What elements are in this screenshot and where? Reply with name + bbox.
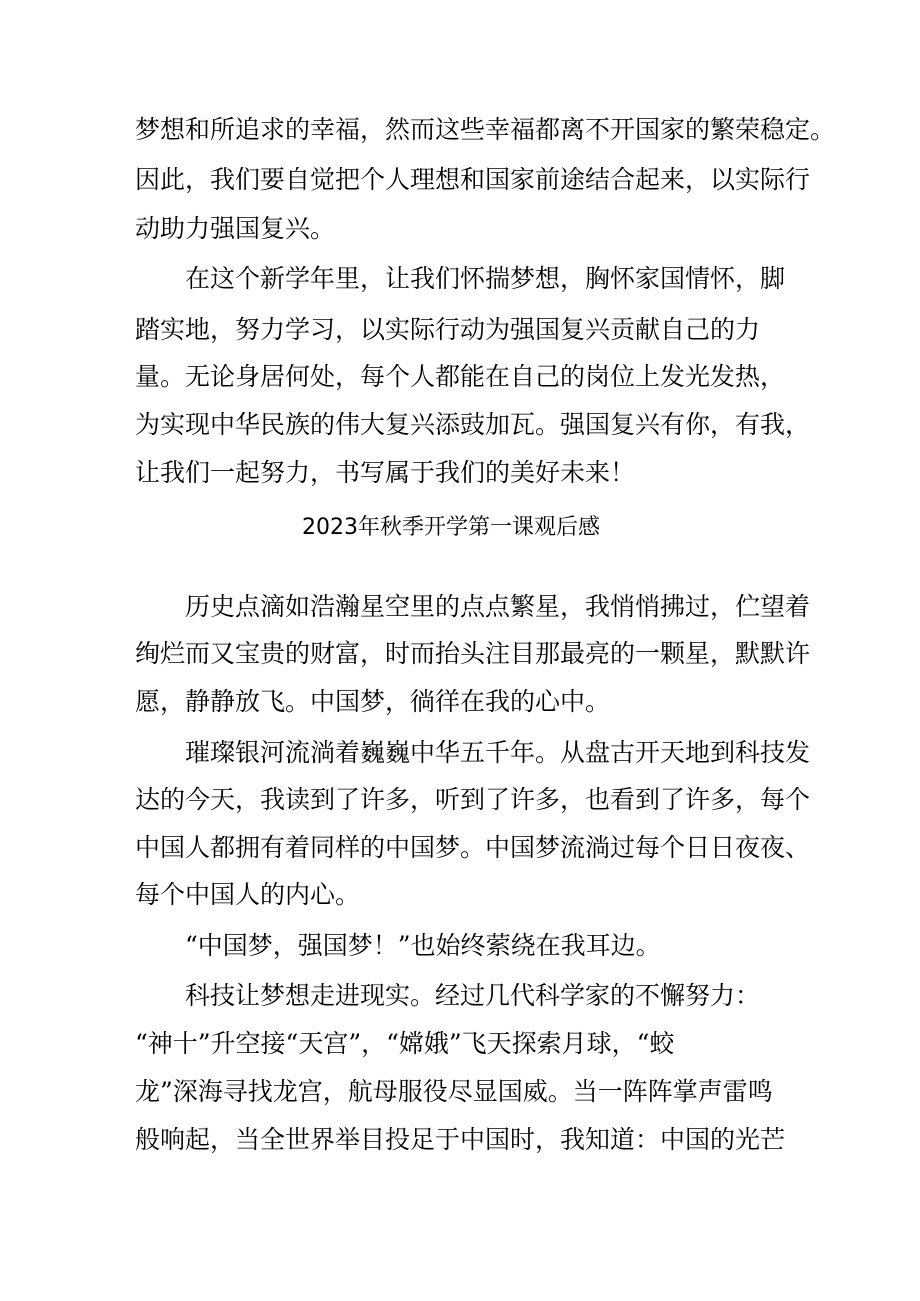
essay-title: 2023年秋季开学第一课观后感 (302, 515, 600, 540)
paragraph-line: 量。无论身居何处，每个人都能在自己的岗位上发光发热， (135, 362, 786, 391)
paragraph-line: 愿，静静放飞。中国梦，徜徉在我的心中。 (135, 687, 611, 716)
paragraph-line: 让我们一起努力，书写属于我们的美好未来！ (135, 458, 636, 487)
paragraph-line: “中国梦，强国梦！”也始终萦绕在我耳边。 (185, 931, 661, 960)
paragraph-line: 历史点滴如浩瀚星空里的点点繁星，我悄悄拂过，伫望着 (185, 592, 811, 621)
paragraph-line: 每个中国人的内心。 (135, 880, 361, 909)
paragraph-line: 绚烂而又宝贵的财富，时而抬头注目那最亮的一颗星，默默许 (135, 639, 811, 668)
paragraph-line: 般响起，当全世界举目投足于中国时，我知道：中国的光芒 (135, 1125, 786, 1154)
paragraph-line: 动助力强国复兴。 (135, 214, 336, 243)
paragraph-line: 因此，我们要自觉把个人理想和国家前途结合起来，以实际行 (135, 165, 811, 194)
paragraph-line: 中国人都拥有着同样的中国梦。中国梦流淌过每个日日夜夜、 (135, 833, 811, 862)
paragraph-line: 科技让梦想走进现实。经过几代科学家的不懈努力： (185, 981, 761, 1010)
paragraph-line: 达的今天，我读到了许多，听到了许多，也看到了许多，每个 (135, 785, 811, 814)
paragraph-line: 为实现中华民族的伟大复兴添豉加瓦。强国复兴有你，有我， (135, 410, 811, 439)
paragraph-line: 梦想和所追求的幸福，然而这些幸福都离不开国家的繁荣稳定。 (135, 115, 836, 144)
paragraph-line: 龙”深海寻找龙宫，航母服役尽显国威。当一阵阵掌声雷鸣 (135, 1077, 773, 1106)
paragraph-line: 踏实地，努力学习，以实际行动为强国复兴贡献自己的力 (135, 315, 761, 344)
paragraph-line: 璀璨银河流淌着巍巍中华五千年。从盘古开天地到科技发 (185, 738, 811, 767)
paragraph-line: 在这个新学年里，让我们怀揣梦想，胸怀家国情怀，脚 (185, 264, 786, 293)
paragraph-line: “神十”升空接“天宫”，“嫦娥”飞天探索月球，“蛟 (135, 1029, 675, 1058)
